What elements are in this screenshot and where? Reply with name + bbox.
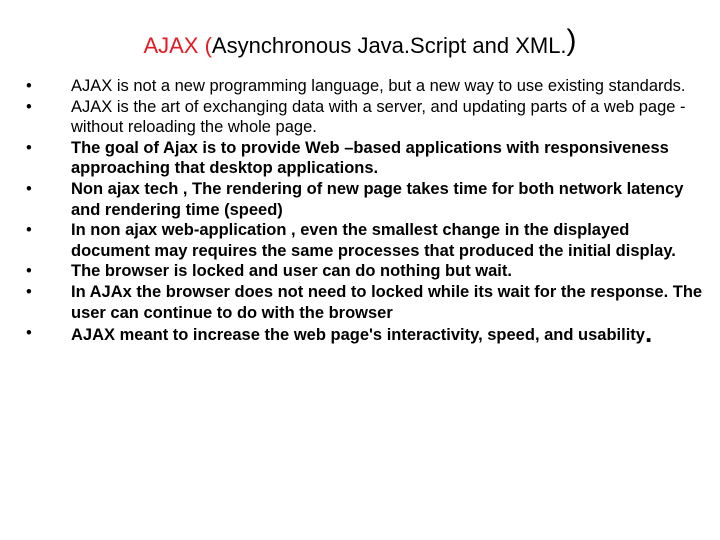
- bullet-icon: •: [26, 221, 32, 240]
- bullet-icon: •: [26, 262, 32, 281]
- bullet-item: [26, 318, 706, 349]
- bullet-item: [26, 97, 706, 138]
- bullet-item: [26, 261, 706, 282]
- title-main-text: Asynchronous Java.Script and XML.: [211, 33, 567, 58]
- bullet-list: [26, 76, 706, 349]
- bullet-text: In non ajax web-application , even the smallest change in the displayed document may requires the same processes that produced the initial display.: [71, 221, 676, 260]
- bullet-text: AJAX meant to increase the web page's interactivity, speed, and usability: [71, 326, 645, 345]
- bullet-icon: •: [26, 97, 32, 116]
- bullet-text-wrapper: [71, 318, 706, 349]
- title-accent: AJAX (: [143, 33, 212, 58]
- bullet-item: [26, 220, 706, 261]
- bullet-text-period: .: [644, 318, 653, 349]
- bullet-item: [26, 138, 706, 179]
- bullet-text: The browser is locked and user can do nothing but wait.: [71, 262, 512, 281]
- bullet-icon: •: [26, 179, 32, 198]
- bullet-text: In AJAx the browser does not need to locked while its wait for the response. The user can continue to do with the browser: [71, 282, 703, 322]
- bullet-text: Non ajax tech , The rendering of new page takes time for both network latency and rendering time (speed): [71, 179, 684, 219]
- bullet-icon: •: [26, 324, 32, 343]
- bullet-icon: •: [26, 77, 32, 95]
- bullet-text: The goal of Ajax is to provide Web –based applications with responsiveness approaching that desktop applications.: [71, 138, 669, 178]
- bullet-text: AJAX is not a new programming language, but a new way to use existing standards.: [71, 77, 686, 95]
- slide-title: [0, 24, 720, 60]
- bullet-item: [26, 282, 706, 323]
- bullet-icon: •: [26, 138, 32, 157]
- bullet-item: [26, 76, 706, 97]
- bullet-icon: •: [26, 282, 32, 301]
- title-close-paren: ): [566, 24, 577, 57]
- bullet-text: AJAX is the art of exchanging data with a server, and updating parts of a web page - without reloading the whole page.: [71, 97, 686, 137]
- bullet-item: [26, 179, 706, 220]
